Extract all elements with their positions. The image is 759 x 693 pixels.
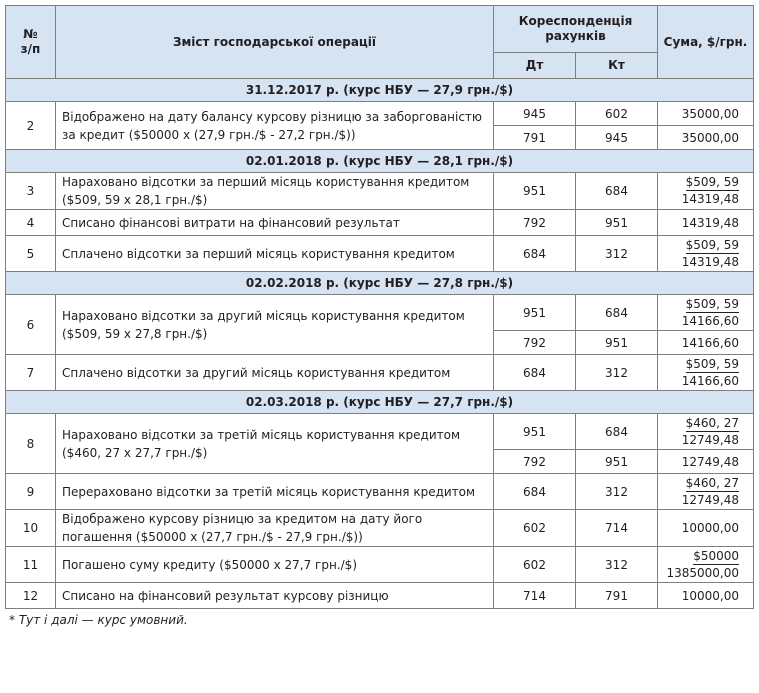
debit-account: 951: [494, 173, 576, 210]
table-body: [6, 79, 754, 609]
debit-account: 792: [494, 331, 576, 355]
debit-account: 684: [494, 355, 576, 391]
credit-account: 951: [576, 331, 658, 355]
debit-account: 951: [494, 414, 576, 450]
amount-uah: 14166,60: [681, 313, 739, 328]
row-number: 10: [6, 510, 56, 547]
section-title: 31.12.2017 р. (курс НБУ — 27,9 грн./$): [6, 79, 754, 102]
table-row: [6, 474, 754, 510]
operation-description: Перераховано відсотки за третій місяць користування кредитом: [56, 474, 494, 510]
amount-uah: 1385000,00: [666, 565, 739, 580]
section-date-row: [6, 150, 754, 173]
amount-cell: [658, 126, 754, 150]
operation-description: Погашено суму кредиту ($50000 x 27,7 грн./$): [56, 547, 494, 583]
section-title: 02.01.2018 р. (курс НБУ — 28,1 грн./$): [6, 150, 754, 173]
header-num: № з/п: [6, 6, 56, 79]
header-correspondence: Кореспонденція рахунків: [494, 6, 658, 53]
debit-account: 792: [494, 450, 576, 474]
credit-account: 684: [576, 295, 658, 331]
operation-description: Списано фінансові витрати на фінансовий результат: [56, 210, 494, 236]
operations-table: [5, 5, 754, 609]
credit-account: 312: [576, 474, 658, 510]
credit-account: 684: [576, 414, 658, 450]
debit-account: 791: [494, 126, 576, 150]
debit-account: 602: [494, 547, 576, 583]
amount-cell: [658, 331, 754, 355]
table-row: [6, 210, 754, 236]
debit-account: 602: [494, 510, 576, 547]
section-title: 02.03.2018 р. (курс НБУ — 27,7 грн./$): [6, 391, 754, 414]
credit-account: 791: [576, 583, 658, 609]
amount-usd: $509, 59: [685, 175, 739, 189]
amount-uah: 14319,48: [681, 215, 739, 230]
credit-account: 312: [576, 547, 658, 583]
credit-account: 312: [576, 236, 658, 272]
amount-uah: 35000,00: [681, 106, 739, 121]
credit-account: 312: [576, 355, 658, 391]
row-number: 2: [6, 102, 56, 150]
amount-cell: [658, 102, 754, 126]
operation-description: Нараховано відсотки за перший місяць користування кредитом ($509, 59 x 28,1 грн./$): [56, 173, 494, 210]
table-row: [6, 102, 754, 126]
operation-description: Відображено на дату балансу курсову різницю за заборгованістю за кредит ($50000 x (27,9 грн./$ - 27,2 грн./$)): [56, 102, 494, 150]
amount-uah: 10000,00: [681, 521, 739, 535]
amount-uah: 12749,48: [681, 432, 739, 447]
credit-account: 951: [576, 210, 658, 236]
row-number: 11: [6, 547, 56, 583]
table-row: [6, 583, 754, 609]
amount-usd: $460, 27: [685, 415, 739, 430]
row-number: 8: [6, 414, 56, 474]
amount-cell: [658, 355, 754, 391]
amount-cell: [658, 295, 754, 331]
table-row: [6, 236, 754, 272]
amount-cell: [658, 583, 754, 609]
amount-uah: 14319,48: [681, 254, 739, 269]
operation-description: Нараховано відсотки за другий місяць користування кредитом ($509, 59 x 27,8 грн./$): [56, 295, 494, 355]
amount-cell: [658, 414, 754, 450]
debit-account: 792: [494, 210, 576, 236]
section-date-row: [6, 79, 754, 102]
table-row: [6, 547, 754, 583]
table-row: [6, 295, 754, 331]
row-number: 7: [6, 355, 56, 391]
amount-uah: 14166,60: [681, 373, 739, 388]
amount-uah: 35000,00: [681, 130, 739, 145]
amount-cell: [658, 510, 754, 547]
debit-account: 684: [494, 474, 576, 510]
section-title: 02.02.2018 р. (курс НБУ — 27,8 грн./$): [6, 272, 754, 295]
header-dt: Дт: [494, 53, 576, 79]
amount-usd: $50000: [693, 548, 739, 563]
operation-description: Відображено курсову різницю за кредитом на дату його погашення ($50000 x (27,7 грн./$ - 27,9 грн./$)): [56, 510, 494, 547]
amount-uah: 12749,48: [681, 454, 739, 469]
debit-account: 714: [494, 583, 576, 609]
amount-cell: [658, 474, 754, 510]
amount-cell: [658, 236, 754, 272]
table-row: [6, 173, 754, 210]
amount-uah: 10000,00: [681, 588, 739, 603]
operation-description: Сплачено відсотки за другий місяць користування кредитом: [56, 355, 494, 391]
operation-description: Списано на фінансовий результат курсову різницю: [56, 583, 494, 609]
row-number: 9: [6, 474, 56, 510]
table-row: [6, 355, 754, 391]
table-row: [6, 414, 754, 450]
header-content: Зміст господарської операції: [56, 6, 494, 79]
row-number: 4: [6, 210, 56, 236]
footnote: * Тут і далі — курс умовний.: [9, 613, 188, 627]
debit-account: 945: [494, 102, 576, 126]
row-number: 6: [6, 295, 56, 355]
amount-usd: $509, 59: [685, 237, 739, 252]
amount-usd: $509, 59: [685, 296, 739, 311]
amount-cell: [658, 450, 754, 474]
debit-account: 684: [494, 236, 576, 272]
credit-account: 951: [576, 450, 658, 474]
credit-account: 945: [576, 126, 658, 150]
credit-account: 684: [576, 173, 658, 210]
section-date-row: [6, 272, 754, 295]
amount-usd: $509, 59: [685, 356, 739, 371]
amount-usd: $460, 27: [685, 475, 739, 490]
credit-account: 714: [576, 510, 658, 547]
table-header: [6, 6, 754, 79]
document-page: [5, 5, 753, 627]
operation-description: Сплачено відсотки за перший місяць користування кредитом: [56, 236, 494, 272]
amount-cell: [658, 210, 754, 236]
row-number: 5: [6, 236, 56, 272]
header-sum: Сума, $/грн.: [658, 6, 754, 79]
amount-uah: 14319,48: [681, 192, 739, 206]
amount-uah: 12749,48: [681, 492, 739, 507]
table-row: [6, 510, 754, 547]
section-date-row: [6, 391, 754, 414]
row-number: 12: [6, 583, 56, 609]
amount-cell: [658, 547, 754, 583]
operation-description: Нараховано відсотки за третій місяць користування кредитом ($460, 27 x 27,7 грн./$): [56, 414, 494, 474]
header-kt: Кт: [576, 53, 658, 79]
credit-account: 602: [576, 102, 658, 126]
amount-uah: 14166,60: [681, 335, 739, 350]
debit-account: 951: [494, 295, 576, 331]
amount-cell: [658, 173, 754, 210]
row-number: 3: [6, 173, 56, 210]
